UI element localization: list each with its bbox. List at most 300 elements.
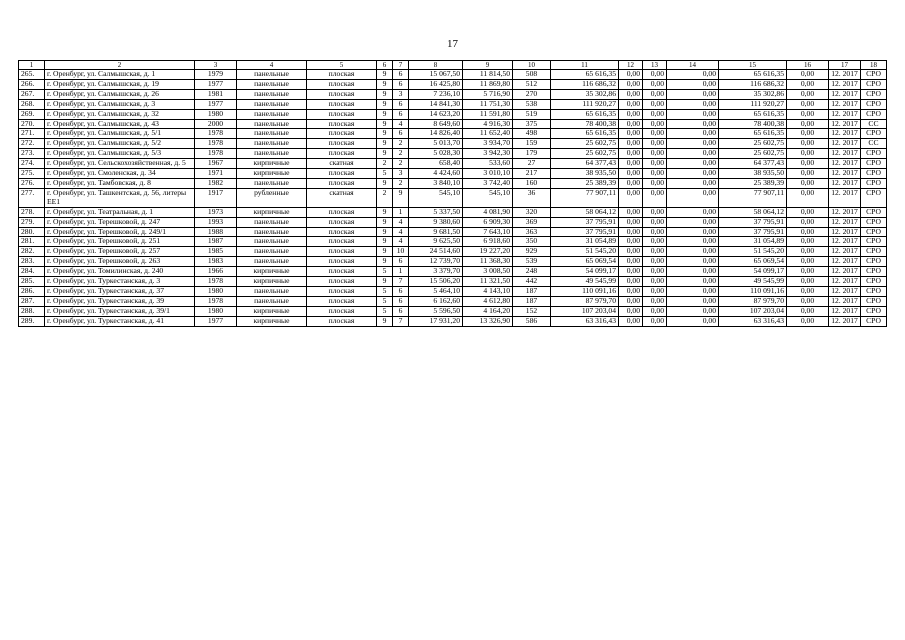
deadline-cell: 12. 2017 [829,267,861,277]
address-cell: г. Оренбург, ул. Театральная, д. 1 [45,207,195,217]
entrances-cell: 1 [393,267,409,277]
total-area-cell: 15 067,50 [409,70,463,80]
cost-cell: 38 935,50 [551,169,619,179]
total-area-cell: 7 236,10 [409,89,463,99]
col-16-cell: 0,00 [787,257,829,267]
total-area-cell: 5 596,50 [409,306,463,316]
cost-cell: 110 091,16 [551,286,619,296]
residents-cell: 512 [513,79,551,89]
col-13-cell: 0,00 [643,296,667,306]
col-12-cell: 0,00 [619,306,643,316]
residential-area-cell: 4 612,80 [463,296,513,306]
residents-cell: 508 [513,70,551,80]
total-area-cell: 9 681,50 [409,227,463,237]
entrances-cell: 6 [393,257,409,267]
wall-material-cell: панельные [237,178,307,188]
col-15-cell: 31 054,89 [719,237,787,247]
deadline-cell: 12. 2017 [829,109,861,119]
wall-material-cell: панельные [237,237,307,247]
residents-cell: 270 [513,89,551,99]
residents-cell: 36 [513,188,551,207]
program-type-cell: СРО [861,89,887,99]
floors-cell: 9 [377,257,393,267]
col-12-cell: 0,00 [619,277,643,287]
address-cell: г. Оренбург, ул. Салмышская, д. 43 [45,119,195,129]
floors-cell: 9 [377,247,393,257]
entrances-cell: 6 [393,109,409,119]
wall-material-cell: панельные [237,129,307,139]
roof-type-cell: плоская [307,139,377,149]
roof-type-cell: плоская [307,89,377,99]
residential-area-cell: 4 081,90 [463,207,513,217]
entrances-cell: 6 [393,296,409,306]
row-number-cell: 265. [19,70,45,80]
col-15-cell: 116 686,32 [719,79,787,89]
wall-material-cell: кирпичные [237,159,307,169]
col-15-cell: 87 979,70 [719,296,787,306]
col-14-cell: 0,00 [667,119,719,129]
program-type-cell: СРО [861,169,887,179]
entrances-cell: 6 [393,99,409,109]
address-cell: г. Оренбург, ул. Терешковой, д. 257 [45,247,195,257]
col-13-cell: 0,00 [643,316,667,326]
col-14-cell: 0,00 [667,149,719,159]
col-16-cell: 0,00 [787,286,829,296]
wall-material-cell: панельные [237,247,307,257]
residential-area-cell: 6 918,60 [463,237,513,247]
entrances-cell: 3 [393,89,409,99]
col-16-cell: 0,00 [787,139,829,149]
residential-area-cell: 11 814,50 [463,70,513,80]
column-header: 6 [377,61,393,70]
deadline-cell: 12. 2017 [829,306,861,316]
col-15-cell: 107 203,04 [719,306,787,316]
row-number-cell: 266. [19,79,45,89]
total-area-cell: 5 464,10 [409,286,463,296]
program-type-cell: СРО [861,149,887,159]
program-type-cell: СРО [861,109,887,119]
col-15-cell: 110 091,16 [719,286,787,296]
row-number-cell: 284. [19,267,45,277]
floors-cell: 5 [377,296,393,306]
col-14-cell: 0,00 [667,316,719,326]
col-14-cell: 0,00 [667,129,719,139]
col-16-cell: 0,00 [787,227,829,237]
cost-cell: 37 795,91 [551,217,619,227]
col-12-cell: 0,00 [619,237,643,247]
row-number-cell: 280. [19,227,45,237]
table-row [19,207,887,217]
build-year-cell: 1977 [195,316,237,326]
wall-material-cell: панельные [237,296,307,306]
column-header: 15 [719,61,787,70]
residential-area-cell: 7 643,10 [463,227,513,237]
col-16-cell: 0,00 [787,316,829,326]
table-row [19,247,887,257]
program-type-cell: СРО [861,207,887,217]
col-13-cell: 0,00 [643,119,667,129]
roof-type-cell: плоская [307,306,377,316]
column-header: 9 [463,61,513,70]
floors-cell: 9 [377,89,393,99]
residential-area-cell: 4 916,30 [463,119,513,129]
deadline-cell: 12. 2017 [829,237,861,247]
entrances-cell: 6 [393,79,409,89]
deadline-cell: 12. 2017 [829,129,861,139]
cost-cell: 87 979,70 [551,296,619,306]
col-16-cell: 0,00 [787,306,829,316]
build-year-cell: 1917 [195,188,237,207]
col-13-cell: 0,00 [643,267,667,277]
col-12-cell: 0,00 [619,129,643,139]
roof-type-cell: плоская [307,227,377,237]
build-year-cell: 1978 [195,129,237,139]
residents-cell: 375 [513,119,551,129]
cost-cell: 78 400,38 [551,119,619,129]
cost-cell: 25 389,39 [551,178,619,188]
entrances-cell: 6 [393,70,409,80]
table-row [19,286,887,296]
floors-cell: 9 [377,227,393,237]
deadline-cell: 12. 2017 [829,296,861,306]
wall-material-cell: панельные [237,227,307,237]
build-year-cell: 1993 [195,217,237,227]
residents-cell: 187 [513,286,551,296]
residents-cell: 538 [513,99,551,109]
deadline-cell: 12. 2017 [829,207,861,217]
col-13-cell: 0,00 [643,99,667,109]
table-row [19,178,887,188]
residents-cell: 187 [513,296,551,306]
residential-area-cell: 11 591,80 [463,109,513,119]
roof-type-cell: скатная [307,159,377,169]
col-14-cell: 0,00 [667,99,719,109]
cost-cell: 58 064,12 [551,207,619,217]
address-cell: г. Оренбург, ул. Терешковой, д. 249/1 [45,227,195,237]
col-16-cell: 0,00 [787,277,829,287]
deadline-cell: 12. 2017 [829,139,861,149]
build-year-cell: 1966 [195,267,237,277]
address-cell: г. Оренбург, ул. Ташкентская, д. 56, литеры ЕЕ1 [45,188,195,207]
col-13-cell: 0,00 [643,188,667,207]
entrances-cell: 4 [393,237,409,247]
address-cell: г. Оренбург, ул. Туркестанская, д. 3 [45,277,195,287]
program-type-cell: СРО [861,99,887,109]
roof-type-cell: скатная [307,188,377,207]
floors-cell: 5 [377,286,393,296]
col-14-cell: 0,00 [667,109,719,119]
program-type-cell: СРО [861,237,887,247]
col-14-cell: 0,00 [667,306,719,316]
col-12-cell: 0,00 [619,227,643,237]
column-header: 4 [237,61,307,70]
col-15-cell: 65 616,35 [719,70,787,80]
total-area-cell: 5 337,50 [409,207,463,217]
row-number-cell: 267. [19,89,45,99]
build-year-cell: 1973 [195,207,237,217]
cost-cell: 54 099,17 [551,267,619,277]
col-14-cell: 0,00 [667,257,719,267]
program-type-cell: СРО [861,217,887,227]
total-area-cell: 14 826,40 [409,129,463,139]
residents-cell: 369 [513,217,551,227]
col-12-cell: 0,00 [619,139,643,149]
roof-type-cell: плоская [307,99,377,109]
table-body [19,70,887,327]
address-cell: г. Оренбург, ул. Салмышская, д. 3 [45,99,195,109]
build-year-cell: 2000 [195,119,237,129]
wall-material-cell: панельные [237,89,307,99]
build-year-cell: 1980 [195,109,237,119]
col-14-cell: 0,00 [667,89,719,99]
program-type-cell: СРО [861,178,887,188]
program-type-cell: СРО [861,70,887,80]
residential-area-cell: 6 909,30 [463,217,513,227]
floors-cell: 9 [377,129,393,139]
row-number-cell: 275. [19,169,45,179]
col-16-cell: 0,00 [787,89,829,99]
total-area-cell: 545,10 [409,188,463,207]
entrances-cell: 2 [393,149,409,159]
build-year-cell: 1979 [195,70,237,80]
row-number-cell: 268. [19,99,45,109]
row-number-cell: 273. [19,149,45,159]
address-cell: г. Оренбург, ул. Туркестанская, д. 37 [45,286,195,296]
col-14-cell: 0,00 [667,217,719,227]
total-area-cell: 17 931,20 [409,316,463,326]
roof-type-cell: плоская [307,286,377,296]
build-year-cell: 1978 [195,277,237,287]
row-number-cell: 281. [19,237,45,247]
col-16-cell: 0,00 [787,99,829,109]
roof-type-cell: плоская [307,109,377,119]
total-area-cell: 24 514,60 [409,247,463,257]
total-area-cell: 4 424,60 [409,169,463,179]
entrances-cell: 9 [393,188,409,207]
entrances-cell: 4 [393,227,409,237]
col-15-cell: 38 935,50 [719,169,787,179]
col-12-cell: 0,00 [619,99,643,109]
roof-type-cell: плоская [307,217,377,227]
wall-material-cell: рубленные [237,188,307,207]
col-15-cell: 49 545,99 [719,277,787,287]
residential-area-cell: 11 368,30 [463,257,513,267]
floors-cell: 9 [377,217,393,227]
deadline-cell: 12. 2017 [829,217,861,227]
row-number-cell: 286. [19,286,45,296]
entrances-cell: 6 [393,306,409,316]
roof-type-cell: плоская [307,237,377,247]
table-row [19,316,887,326]
total-area-cell: 9 625,50 [409,237,463,247]
roof-type-cell: плоская [307,257,377,267]
col-16-cell: 0,00 [787,207,829,217]
col-13-cell: 0,00 [643,247,667,257]
address-cell: г. Оренбург, ул. Салмышская, д. 26 [45,89,195,99]
col-13-cell: 0,00 [643,207,667,217]
col-12-cell: 0,00 [619,286,643,296]
col-14-cell: 0,00 [667,188,719,207]
residential-area-cell: 5 716,90 [463,89,513,99]
col-14-cell: 0,00 [667,227,719,237]
col-14-cell: 0,00 [667,237,719,247]
address-cell: г. Оренбург, ул. Салмышская, д. 5/3 [45,149,195,159]
row-number-cell: 269. [19,109,45,119]
col-12-cell: 0,00 [619,109,643,119]
table-row [19,159,887,169]
cost-cell: 77 907,11 [551,188,619,207]
address-cell: г. Оренбург, ул. Томилинская, д. 240 [45,267,195,277]
col-13-cell: 0,00 [643,109,667,119]
col-13-cell: 0,00 [643,277,667,287]
total-area-cell: 5 013,70 [409,139,463,149]
col-15-cell: 111 920,27 [719,99,787,109]
address-cell: г. Оренбург, ул. Туркестанская, д. 41 [45,316,195,326]
address-cell: г. Оренбург, ул. Сельскохозяйственная, д. 5 [45,159,195,169]
residential-area-cell: 19 227,20 [463,247,513,257]
col-16-cell: 0,00 [787,188,829,207]
cost-cell: 64 377,43 [551,159,619,169]
entrances-cell: 6 [393,286,409,296]
deadline-cell: 12. 2017 [829,227,861,237]
cost-cell: 37 795,91 [551,227,619,237]
col-13-cell: 0,00 [643,306,667,316]
floors-cell: 9 [377,70,393,80]
build-year-cell: 1981 [195,89,237,99]
roof-type-cell: плоская [307,149,377,159]
cost-cell: 25 602,75 [551,139,619,149]
col-12-cell: 0,00 [619,296,643,306]
table-row [19,119,887,129]
residents-cell: 363 [513,227,551,237]
col-13-cell: 0,00 [643,217,667,227]
col-13-cell: 0,00 [643,70,667,80]
roof-type-cell: плоская [307,316,377,326]
column-number-row [19,61,887,70]
residents-cell: 929 [513,247,551,257]
residential-area-cell: 3 742,40 [463,178,513,188]
residents-cell: 160 [513,178,551,188]
table-row [19,277,887,287]
address-cell: г. Оренбург, ул. Салмышская, д. 19 [45,79,195,89]
residents-cell: 442 [513,277,551,287]
deadline-cell: 12. 2017 [829,277,861,287]
col-15-cell: 63 316,43 [719,316,787,326]
floors-cell: 5 [377,169,393,179]
row-number-cell: 272. [19,139,45,149]
col-15-cell: 77 907,11 [719,188,787,207]
col-15-cell: 64 377,43 [719,159,787,169]
entrances-cell: 7 [393,277,409,287]
address-cell: г. Оренбург, ул. Тамбовская, д. 8 [45,178,195,188]
col-16-cell: 0,00 [787,70,829,80]
total-area-cell: 14 623,20 [409,109,463,119]
column-header: 2 [45,61,195,70]
deadline-cell: 12. 2017 [829,159,861,169]
total-area-cell: 8 649,60 [409,119,463,129]
roof-type-cell: плоская [307,79,377,89]
row-number-cell: 282. [19,247,45,257]
residents-cell: 586 [513,316,551,326]
col-16-cell: 0,00 [787,109,829,119]
column-header: 16 [787,61,829,70]
col-12-cell: 0,00 [619,217,643,227]
table-row [19,257,887,267]
col-16-cell: 0,00 [787,217,829,227]
wall-material-cell: панельные [237,257,307,267]
column-header: 12 [619,61,643,70]
col-12-cell: 0,00 [619,247,643,257]
cost-cell: 63 316,43 [551,316,619,326]
residents-cell: 539 [513,257,551,267]
program-type-cell: СРО [861,277,887,287]
residential-area-cell: 11 751,30 [463,99,513,109]
table-row [19,267,887,277]
row-number-cell: 277. [19,188,45,207]
col-15-cell: 37 795,91 [719,217,787,227]
col-15-cell: 25 602,75 [719,149,787,159]
row-number-cell: 278. [19,207,45,217]
col-15-cell: 35 302,86 [719,89,787,99]
deadline-cell: 12. 2017 [829,79,861,89]
wall-material-cell: панельные [237,149,307,159]
col-16-cell: 0,00 [787,129,829,139]
row-number-cell: 276. [19,178,45,188]
table-row [19,217,887,227]
deadline-cell: 12. 2017 [829,257,861,267]
entrances-cell: 2 [393,178,409,188]
col-13-cell: 0,00 [643,227,667,237]
total-area-cell: 16 425,80 [409,79,463,89]
column-header: 18 [861,61,887,70]
row-number-cell: 279. [19,217,45,227]
column-header: 5 [307,61,377,70]
col-13-cell: 0,00 [643,139,667,149]
deadline-cell: 12. 2017 [829,286,861,296]
column-header: 13 [643,61,667,70]
address-cell: г. Оренбург, ул. Салмышская, д. 1 [45,70,195,80]
col-14-cell: 0,00 [667,277,719,287]
roof-type-cell: плоская [307,267,377,277]
roof-type-cell: плоская [307,178,377,188]
row-number-cell: 287. [19,296,45,306]
build-year-cell: 1977 [195,79,237,89]
deadline-cell: 12. 2017 [829,119,861,129]
entrances-cell: 7 [393,316,409,326]
residential-area-cell: 3 008,50 [463,267,513,277]
row-number-cell: 288. [19,306,45,316]
col-16-cell: 0,00 [787,169,829,179]
residents-cell: 179 [513,149,551,159]
col-14-cell: 0,00 [667,70,719,80]
deadline-cell: 12. 2017 [829,188,861,207]
cost-cell: 116 686,32 [551,79,619,89]
residents-cell: 217 [513,169,551,179]
col-14-cell: 0,00 [667,178,719,188]
col-12-cell: 0,00 [619,119,643,129]
cost-cell: 35 302,86 [551,89,619,99]
program-type-cell: СРО [861,159,887,169]
entrances-cell: 4 [393,119,409,129]
col-12-cell: 0,00 [619,159,643,169]
program-type-cell: СРО [861,129,887,139]
residents-cell: 498 [513,129,551,139]
residential-area-cell: 4 143,10 [463,286,513,296]
cost-cell: 65 616,35 [551,129,619,139]
build-year-cell: 1980 [195,286,237,296]
program-type-cell: СРО [861,227,887,237]
deadline-cell: 12. 2017 [829,247,861,257]
